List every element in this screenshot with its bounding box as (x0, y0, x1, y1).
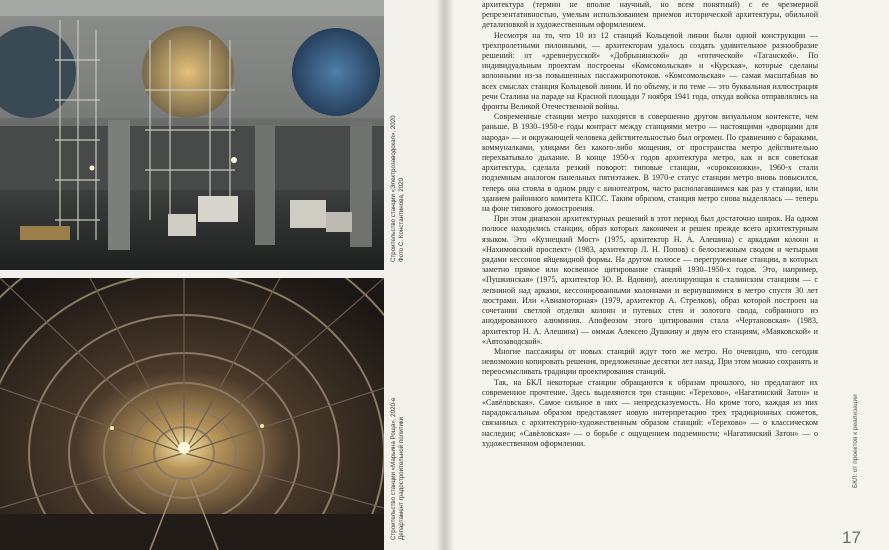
page-number: 17 (842, 528, 861, 547)
left-page (0, 0, 444, 550)
paragraph: Многие пассажиры от новых станций ждут того же метро. Но очевидно, что сегодня невозможно копировать решения, предложенные десятки лет назад. При этом можно сохранять и переосмысливать традиции проектирования станций. (482, 346, 818, 377)
paragraph: Так, на БКЛ некоторые станции обращаются к образам прошлого, но предлагают их современное прочтение. Здесь выделяются три станции: «Терехово», «Нагатинский Затон» и «Савёловская». Самое сильное в них — непредсказуемость. Но кроме того, каждая из них парадоксальным образом представляет новую интерпретацию трех традиционных сюжетов, связанных с архитектурно-художественным образом станций: «Терехово» — о классическом наследии; «Савёловская» — о борьбе с ощущением подземности; «Нагатинский Затон» — о художественном оформлении. (482, 377, 818, 448)
caption-title: Строительство станции «Марьина Роща», 2020-е (390, 397, 397, 540)
book-gutter (436, 0, 454, 550)
paragraph: Несмотря на то, что 10 из 12 станций Кольцевой линии были одной конструкции — трехпролетными пилонными, — архитекторам удалось создать удивительное разнообразие решений: от «древнерусской» «Добрынинской» до «готической» «Таганской». По индивидуальным проектам построены «Комсомольская» и «Курская», которые сделаны колонными из-за повышенных пассажиропотоков. «Комсомольская» — самая масштабная во всех смыслах станция Кольцевой линии. И по объему, и по теме — это буквальная иллюстрация речи Сталина на параде на Красной площади 7 ноября 1941 года, откуда войска отправлялись на фронты Великой Отечественной войны. (482, 30, 818, 112)
running-head: БКЛ: от проектов к реализации (852, 394, 859, 488)
photo-tunnel-construction (0, 278, 384, 550)
paragraph: Современные станции метро находятся в совершенно другом визуальном контексте, чем раньше. В 1930–1950-е годы контраст между станциями метро — настоящими «дворцами для народа» — и окружающей человека действительностью был огромен. По сравнению с бараками, коммуналками, улицами без какого-либо мощения, от пространства метро действительно перехватывало дыхание. В конце 1950-х годов архитектура метро, как и вся советская архитектура, сделала резкий поворот: типовые станции, «сороконожки», 1960-х стали подземным аналогом панельных пятиэтажек. В 1970-е статус станции метро вновь повысился, теперь она стояла в одном ряду с кинотеатром, часто располагавшимся как раз у станции, или зданием районного комитета КПСС. Таким образом, станция метро снова выделялась — теперь на фоне типового домостроения. (482, 112, 818, 214)
body-text (482, 0, 818, 449)
caption-title: Строительство станции «Электрозаводская», 2020 (390, 115, 397, 262)
photo-caption-bottom (390, 398, 406, 540)
caption-credit: Фото С. Константинова, 2020 (398, 177, 405, 262)
photo-caption-top (390, 115, 406, 262)
caption-credit: Департамент градостроительной политики (398, 416, 405, 540)
photo-station-construction (0, 0, 384, 270)
paragraph: При этом диапазон архитектурных решений в этот период был достаточно широк. На одном полюсе находились станции, образ которых лаконичен и решен прежде всего архитектурным языком. Это «Кузнецкий Мост» (1975, архитектор Н. А. Алешина) с аркадами колонн и «Нахимовский проспект» (1983, архитектор Л. Н. Попов) с белоснежным сводом и четырьмя рядами кессонов яйцевидной формы. На другом полюсе — перегруженные станции, в которых заметно прямое или косвенное цитирование станций 1930–1950-х годов. Это, например, «Пушкинская» (1975, архитектор Ю. В. Вдовин), апеллирующая к сталинским станциям — с лепниной над арками, кессонированными колоннами и вернувшимися в метро спустя 30 лет люстрами. Или «Авиамоторная» (1979, архитектор А. Стрелков), образ которой построен на сочетании светлой отделки колонн и путевых стен и золотого свода, собранного из анодированного алюминия. Апофеозом этого цитирования стала «Чертановская» (1983, архитектор Н. А. Алешина) — оммаж Алексею Душкину и двум его станциям, «Маяковской» и «Автозаводской». (482, 214, 818, 346)
paragraph: архитектура (термин не вполне научный, но всем понятный) с ее чрезмерной репрезентативностью, умелым использованием приемов исторической архитектуры, обильной детализовкой и художественным оформлением. (482, 0, 818, 30)
